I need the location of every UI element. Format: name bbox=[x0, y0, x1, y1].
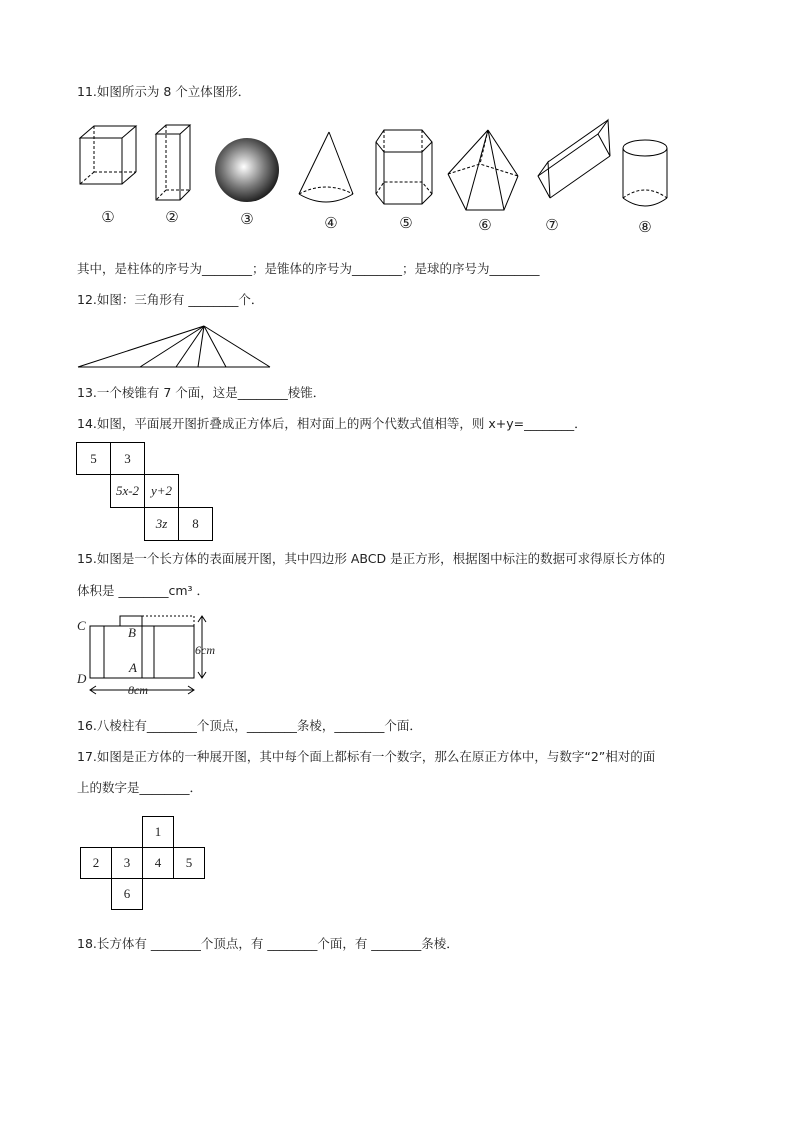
shape-label-3: ③ bbox=[240, 210, 254, 228]
shape-label-1: ① bbox=[101, 208, 115, 226]
cone-figure bbox=[299, 132, 353, 202]
shape-label-4: ④ bbox=[324, 214, 338, 232]
question-11-prompt: 11.如图所示为 8 个立体图形． bbox=[77, 84, 251, 99]
cube-net-figure-1 bbox=[76, 442, 216, 544]
label-height: 6cm bbox=[195, 643, 215, 657]
net-cell: 5 bbox=[76, 442, 111, 475]
triangle-fan-figure bbox=[76, 323, 276, 371]
net-cell: 5x-2 bbox=[110, 474, 145, 508]
hexagonal-prism-figure bbox=[376, 130, 432, 204]
question-15-line-1: 15.如图是一个长方体的表面展开图，其中四边形 ABCD 是正方形，根据图中标注的数据可求得原长方体的 bbox=[77, 551, 666, 566]
cube-net-figure-2 bbox=[80, 816, 210, 912]
rectangular-prism-figure bbox=[156, 125, 190, 200]
label-a: A bbox=[129, 660, 137, 675]
net-cell: 6 bbox=[111, 878, 143, 910]
pentagonal-pyramid-figure bbox=[448, 130, 518, 210]
label-c: C bbox=[77, 618, 86, 633]
question-16: 16.八棱柱有________个顶点，________条棱，________个面． bbox=[77, 718, 422, 733]
question-15-line-2: 体积是 ________cm³ ． bbox=[77, 583, 210, 598]
shape-label-5: ⑤ bbox=[399, 214, 413, 232]
shape-label-8: ⑧ bbox=[638, 218, 652, 236]
net-cell: 5 bbox=[173, 847, 205, 879]
net-cell: 1 bbox=[142, 816, 174, 848]
question-18: 18.长方体有 ________个顶点，有 ________个面，有 ________条棱． bbox=[77, 936, 459, 951]
question-14: 14.如图，平面展开图折叠成正方体后，相对面上的两个代数式值相等，则 x+y=________． bbox=[77, 416, 587, 431]
question-12: 12.如图：三角形有 ________个． bbox=[77, 292, 264, 307]
cube-figure bbox=[80, 126, 136, 184]
net-cell: 3z bbox=[144, 507, 179, 541]
triangular-prism-figure bbox=[538, 120, 610, 198]
net-cell: 8 bbox=[178, 507, 213, 541]
shape-label-7: ⑦ bbox=[545, 216, 559, 234]
net-cell: 4 bbox=[142, 847, 174, 879]
question-11-answer-line: 其中，是柱体的序号为________；是锥体的序号为________；是球的序号为________ bbox=[77, 261, 540, 276]
label-width: 8cm bbox=[128, 683, 148, 697]
shape-label-6: ⑥ bbox=[478, 216, 492, 234]
question-17-line-2: 上的数字是________． bbox=[77, 780, 203, 795]
shape-label-2: ② bbox=[165, 208, 179, 226]
cylinder-figure bbox=[623, 140, 667, 206]
question-17-line-1: 17.如图是正方体的一种展开图，其中每个面上都标有一个数字，那么在原正方体中，与数字“2”相对的面 bbox=[77, 749, 656, 764]
net-cell: 3 bbox=[110, 442, 145, 475]
label-b: B bbox=[128, 625, 136, 640]
net-cell: 2 bbox=[80, 847, 112, 879]
question-13: 13.一个棱锥有 7 个面，这是________棱锥． bbox=[77, 385, 326, 400]
net-cell: 3 bbox=[111, 847, 143, 879]
net-cell: y+2 bbox=[144, 474, 179, 508]
solid-figures bbox=[70, 118, 680, 240]
sphere-figure bbox=[215, 138, 279, 202]
label-d: D bbox=[77, 671, 87, 686]
